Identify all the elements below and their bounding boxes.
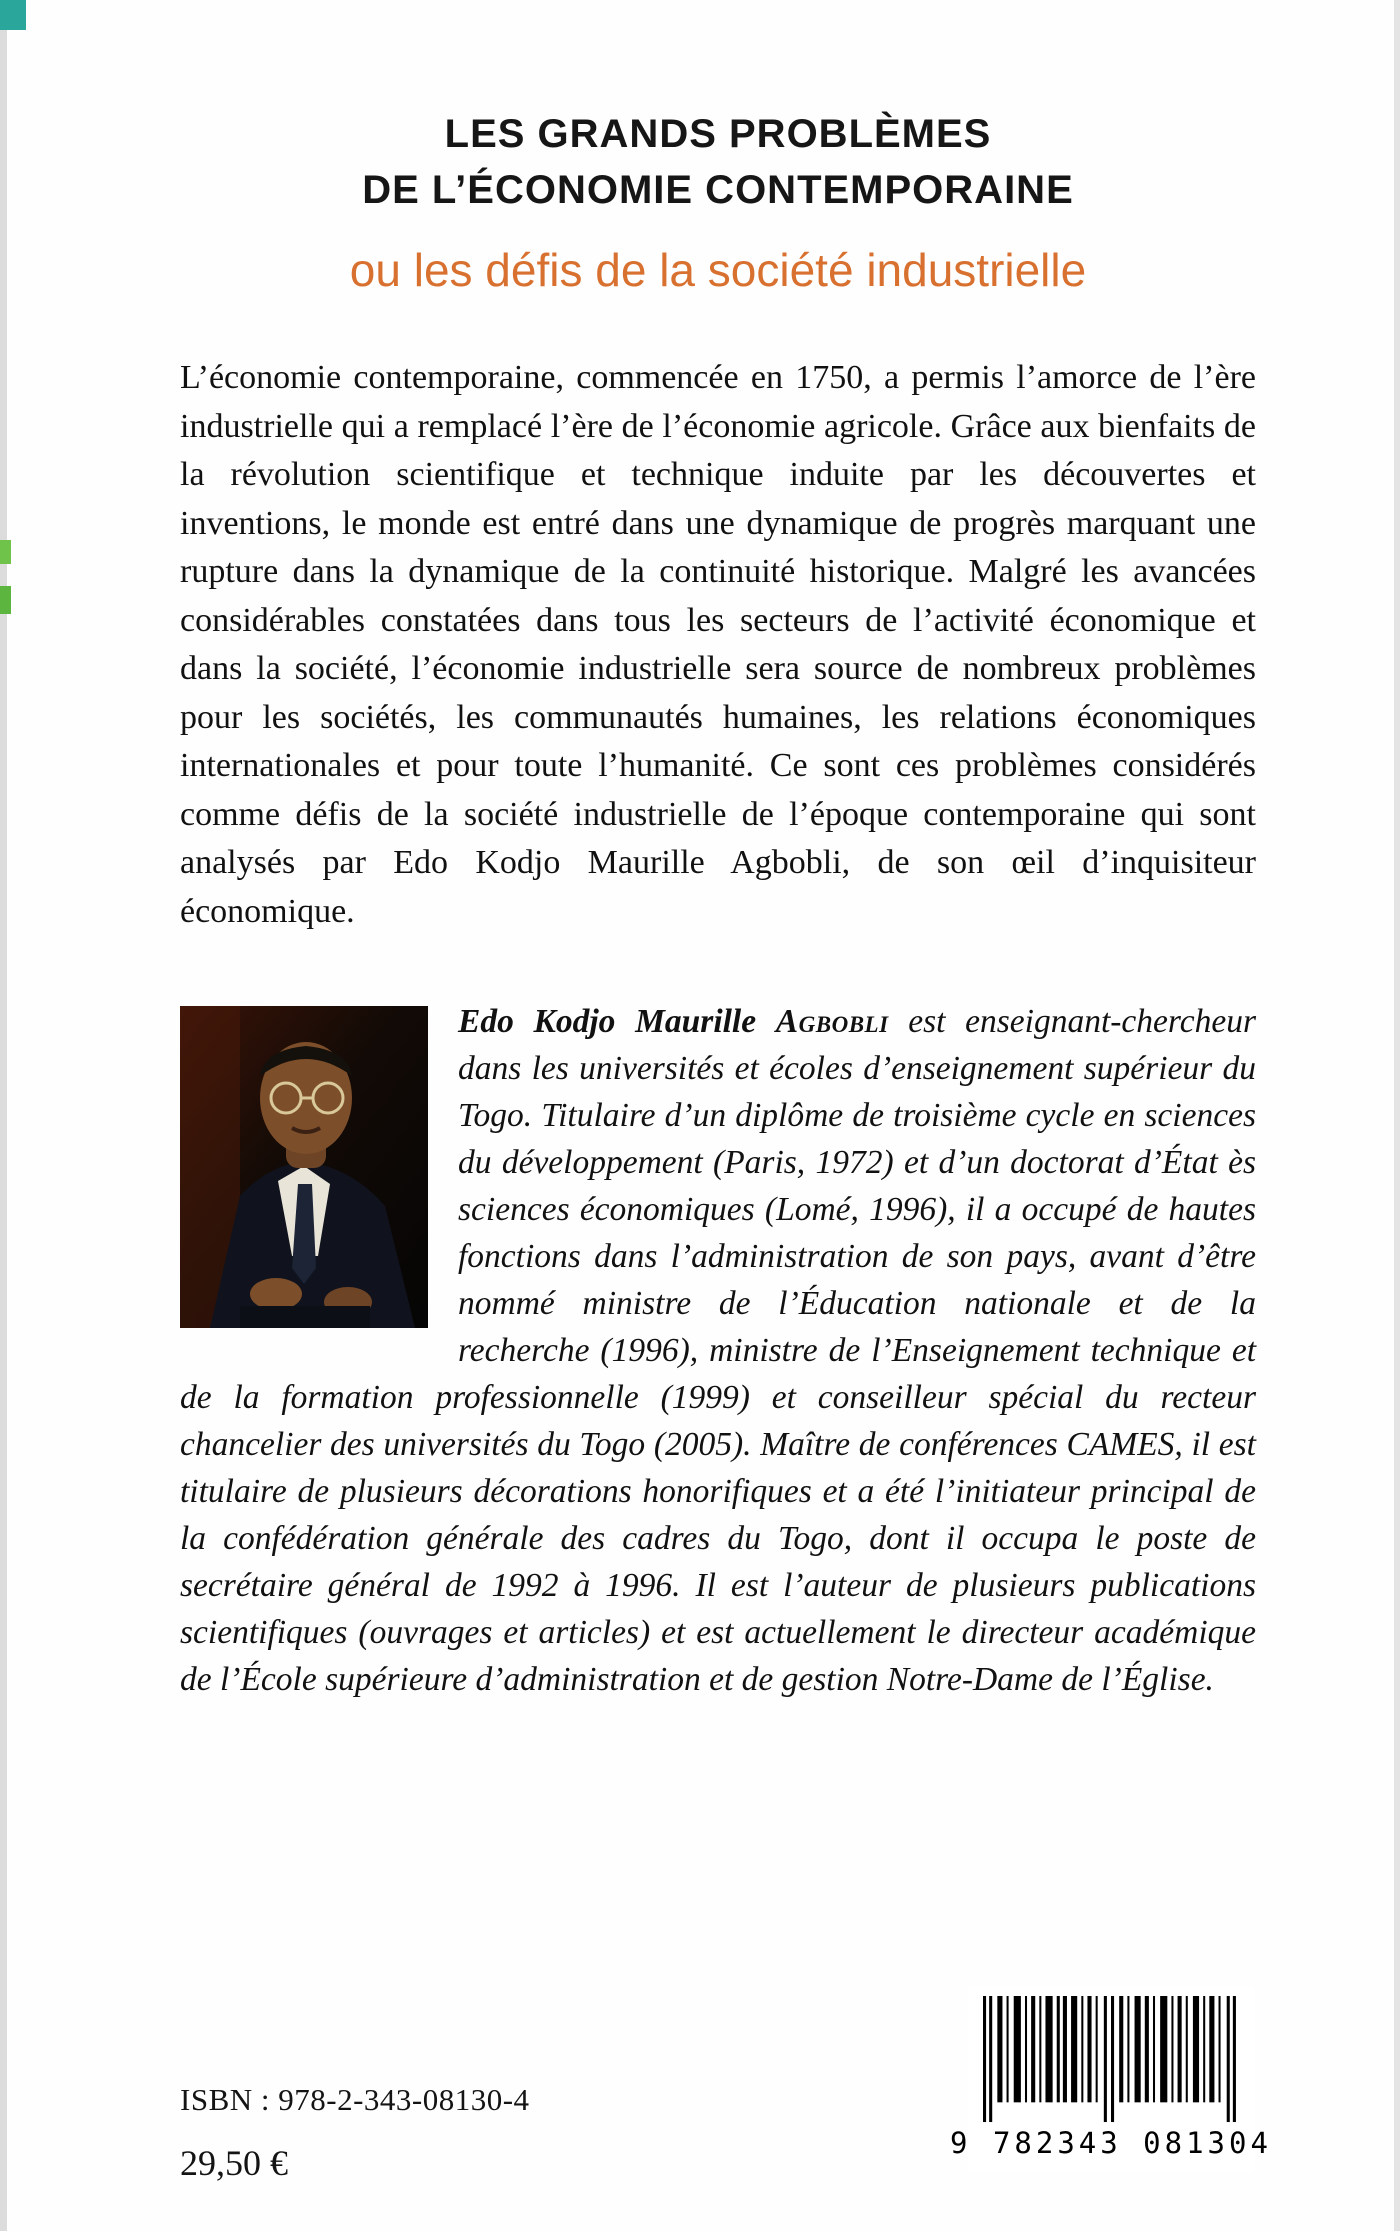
price-text: 29,50 € <box>180 2143 288 2183</box>
scan-mark-green-1 <box>0 540 11 564</box>
isbn-text: ISBN : 978-2-343-08130-4 <box>180 2082 530 2117</box>
scan-mark-green-2 <box>0 586 11 614</box>
author-surname: Agbobli <box>775 1003 889 1040</box>
scan-edge-right <box>1394 0 1400 2231</box>
author-photo-graphic <box>180 1006 428 1328</box>
cover-content <box>180 0 1256 1703</box>
book-subtitle: ou les défis de la société industrielle <box>349 244 1087 296</box>
book-title <box>180 106 1256 218</box>
book-title-line2: DE L’ÉCONOMIE CONTEMPORAINE <box>362 168 1074 212</box>
barcode <box>950 1986 1272 2172</box>
author-bio-text: est enseignant-chercheur dans les universités et écoles d’enseignement supérieur du Togo. Titulaire d’un diplôme de troisième cycle en sciences du développement (Paris, 1972) et d’un doctorat d’État ès sciences économiques (Lomé, 1996), il a occupé de hautes fonctions dans l’administration de son pays, avant d’être nommé ministre de l’Éducation nationale et de la recherche (1996), ministre de l’Enseignement technique et de la formation professionnelle (1999) et conseilleur spécial du recteur chancelier des universités du Togo (2005). Maître de conférences CAMES, il est titulaire de plusieurs décorations honorifiques et a été l’initiateur principal de la confédération générale des cadres du Togo, dont il occupa le poste de secrétaire général de 1992 à 1996. Il est l’auteur de plusieurs publications scientifiques (ouvrages et articles) et est actuellement le directeur académique de l’École supérieure d’administration et de gestion Notre-Dame de l’Église. <box>180 1003 1256 1698</box>
synopsis-paragraph: L’économie contemporaine, commencée en 1750, a permis l’amorce de l’ère industrielle qui a remplacé l’ère de l’économie agricole. Grâce aux bienfaits de la révolution scientifique et technique induite par les découvertes et inventions, le monde est entré dans une dynamique de progrès marquant une rupture dans la dynamique de la continuité historique. Malgré les avancées considérables constatées dans tous les secteurs de l’activité économique et dans la société, l’économie industrielle sera source de nombreux problèmes pour les sociétés, les communautés humaines, les relations économiques internationales et pour toute l’humanité. Ce sont ces problèmes considérés comme défis de la société industrielle de l’époque contemporaine qui sont analysés par Edo Kodjo Maurille Agbobli, de son œil d’inquisiteur économique. <box>180 359 1256 930</box>
book-title-line1: LES GRANDS PROBLÈMES <box>444 112 992 156</box>
scan-edge-left <box>0 0 7 2231</box>
barcode-number: 9 782343 081304 <box>950 2126 1272 2160</box>
scan-mark-teal <box>0 0 26 30</box>
barcode-bars <box>983 1996 1239 2124</box>
author-name: Edo Kodjo Maurille <box>458 1003 776 1040</box>
author-photo <box>180 1006 428 1328</box>
author-bio <box>180 998 1256 1703</box>
